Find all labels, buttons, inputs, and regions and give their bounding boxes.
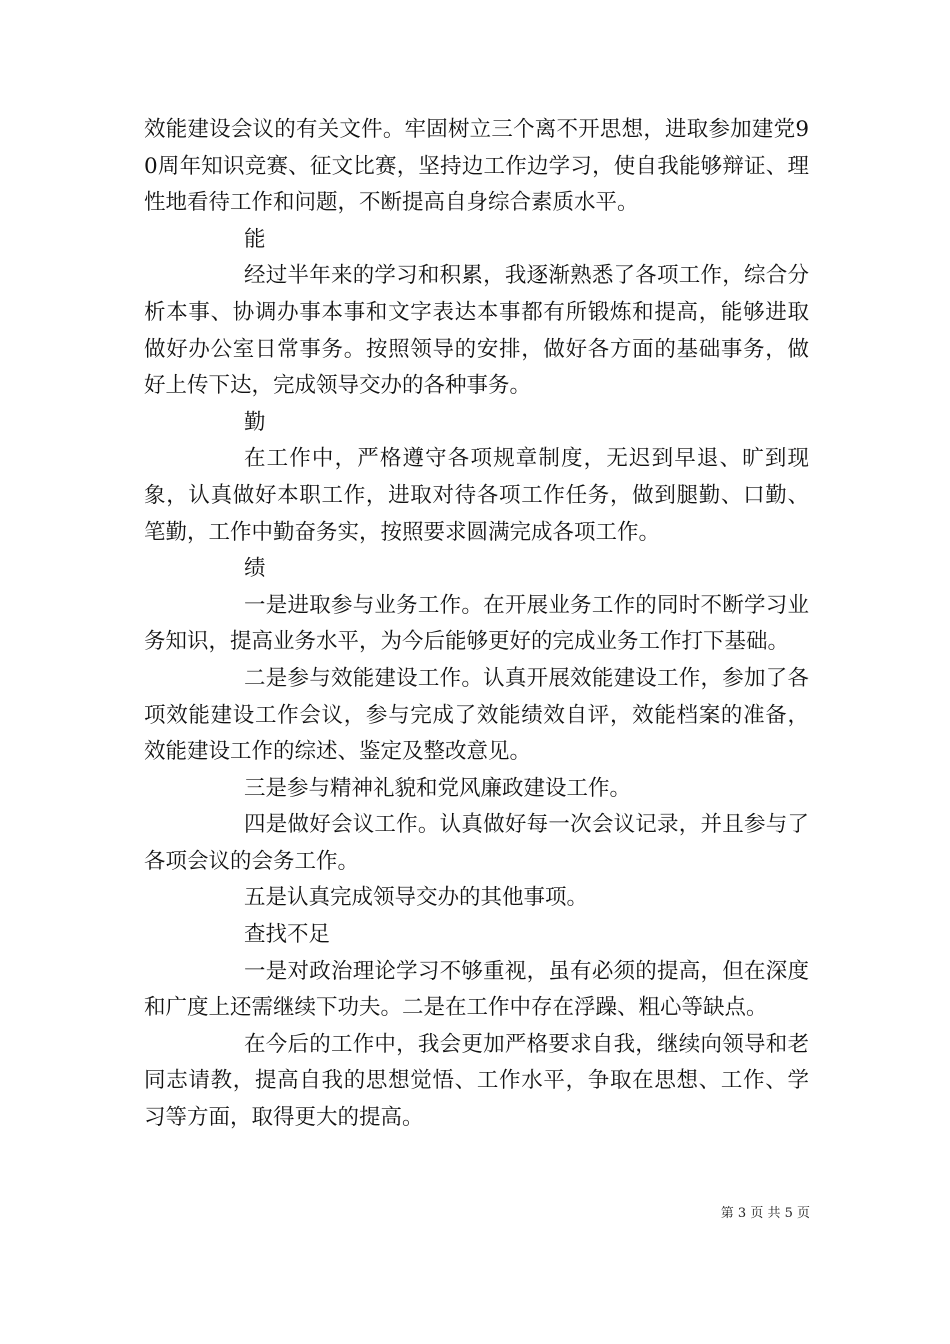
document-page <box>144 112 809 1137</box>
section-heading-ability: 能 <box>244 226 266 252</box>
section-heading-diligence: 勤 <box>244 409 266 435</box>
paragraph-conclusion: 在今后的工作中，我会更加严格要求自我，继续向领导和老同志请教，提高自我的思想觉悟、工作水平，争取在思想、工作、学习等方面，取得更大的提高。 <box>144 1031 809 1131</box>
paragraph-continued: 效能建设会议的有关文件。牢固树立三个离不开思想，进取参加建党90周年知识竞赛、征文比赛，坚持边工作边学习，使自我能够辩证、理性地看待工作和问题，不断提高自身综合素质水平。 <box>144 117 809 216</box>
paragraph-shortcomings: 一是对政治理论学习不够重视，虽有必须的提高，但在深度和广度上还需继续下功夫。二是在工作中存在浮躁、粗心等缺点。 <box>144 958 809 1021</box>
paragraph-achievement-2: 二是参与效能建设工作。认真开展效能建设工作，参加了各项效能建设工作会议，参与完成了效能绩效自评，效能档案的准备，效能建设工作的综述、鉴定及整改意见。 <box>144 665 809 765</box>
paragraph-achievement-4: 四是做好会议工作。认真做好每一次会议记录，并且参与了各项会议的会务工作。 <box>144 812 809 874</box>
paragraph-achievement-1: 一是进取参与业务工作。在开展业务工作的同时不断学习业务知识，提高业务水平，为今后能够更好的完成业务工作打下基础。 <box>144 592 809 655</box>
paragraph-diligence: 在工作中，严格遵守各项规章制度，无迟到早退、旷到现象，认真做好本职工作，进取对待各项工作任务，做到腿勤、口勤、笔勤，工作中勤奋务实，按照要求圆满完成各项工作。 <box>144 446 809 545</box>
section-heading-shortcomings: 查找不足 <box>244 922 331 948</box>
paragraph-ability: 经过半年来的学习和积累，我逐渐熟悉了各项工作，综合分析本事、协调办事本事和文字表达本事都有所锻炼和提高，能够进取做好办公室日常事务。按照领导的安排，做好各方面的基础事务，做好上传下达，完成领导交办的各种事务。 <box>144 263 809 399</box>
page-number-footer: 第 3 页 共 5 页 <box>720 1206 810 1221</box>
paragraph-achievement-3: 三是参与精神礼貌和党风廉政建设工作。 <box>244 775 632 801</box>
paragraph-achievement-5: 五是认真完成领导交办的其他事项。 <box>244 885 589 911</box>
section-heading-achievement: 绩 <box>244 556 266 582</box>
